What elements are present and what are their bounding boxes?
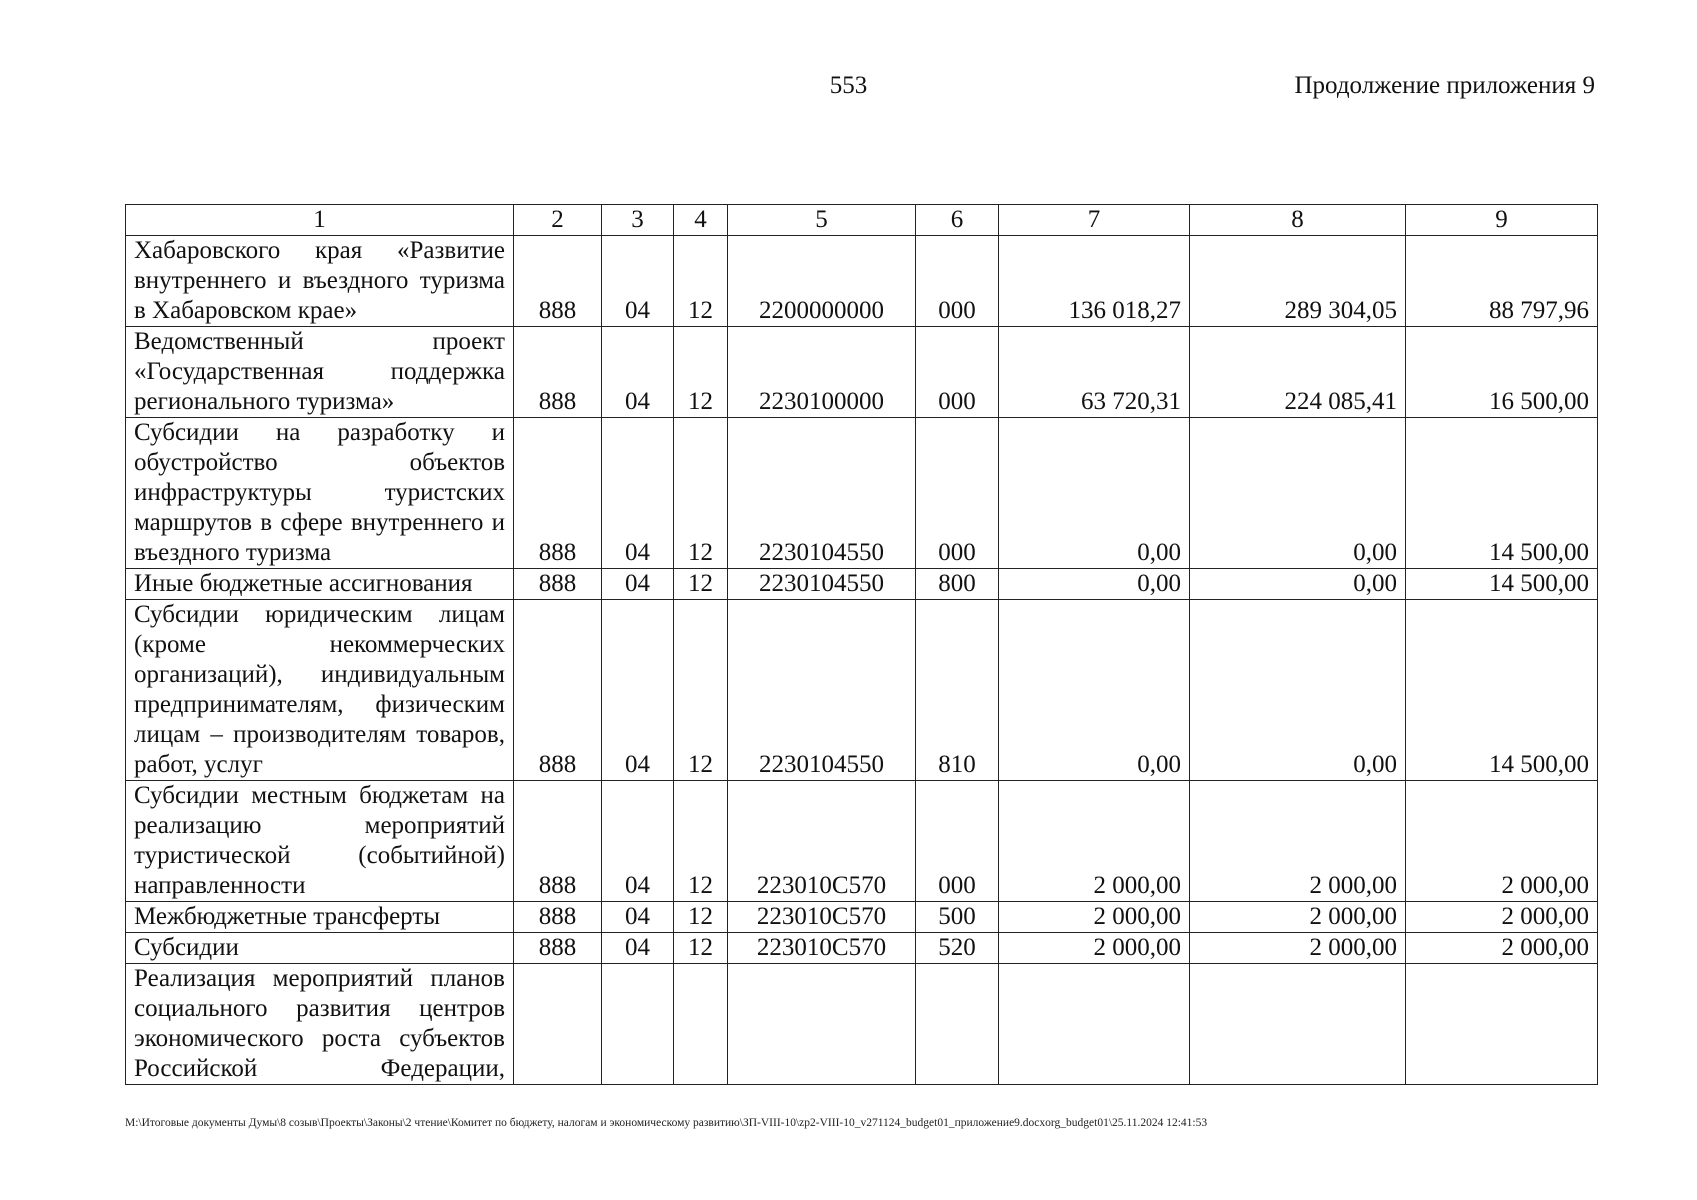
- col-header-4: 4: [674, 205, 728, 236]
- cell-c3: [602, 964, 674, 1085]
- cell-c2: 888: [514, 902, 602, 933]
- cell-c5: [728, 964, 916, 1085]
- cell-c5: 223010С570: [728, 933, 916, 964]
- row-name: Ведомственный проект «Государственная поддержка регионального туризма»: [126, 327, 514, 418]
- cell-c3: 04: [602, 418, 674, 569]
- cell-c5: 2230104550: [728, 569, 916, 600]
- page-number: 553: [829, 72, 868, 99]
- cell-c8: [1190, 964, 1406, 1085]
- row-name: Субсидии местным бюджетам на реализацию мероприятий туристической (событийной) направленности: [126, 781, 514, 902]
- col-header-1: 1: [126, 205, 514, 236]
- cell-c8: 289 304,05: [1190, 236, 1406, 327]
- table-row: [126, 418, 1598, 569]
- cell-c9: 14 500,00: [1406, 418, 1598, 569]
- cell-c7: [999, 964, 1190, 1085]
- col-header-6: 6: [916, 205, 999, 236]
- cell-c6: 000: [916, 327, 999, 418]
- cell-c4: [674, 964, 728, 1085]
- cell-c4: 12: [674, 902, 728, 933]
- cell-c9: 14 500,00: [1406, 569, 1598, 600]
- cell-c8: 0,00: [1190, 600, 1406, 781]
- cell-c9: 2 000,00: [1406, 902, 1598, 933]
- cell-c6: 000: [916, 781, 999, 902]
- col-header-9: 9: [1406, 205, 1598, 236]
- cell-c9: 88 797,96: [1406, 236, 1598, 327]
- table-row: [126, 600, 1598, 781]
- cell-c2: 888: [514, 781, 602, 902]
- cell-c2: [514, 964, 602, 1085]
- col-header-2: 2: [514, 205, 602, 236]
- cell-c9: 2 000,00: [1406, 781, 1598, 902]
- row-name: Реализация мероприятий планов социального развития центров экономического роста субъектов Российской Федерации,: [126, 964, 514, 1085]
- row-name: Хабаровского края «Развитие внутреннего и въездного туризма в Хабаровском крае»: [126, 236, 514, 327]
- cell-c3: 04: [602, 933, 674, 964]
- cell-c5: 2230104550: [728, 600, 916, 781]
- cell-c6: 500: [916, 902, 999, 933]
- cell-c8: 0,00: [1190, 418, 1406, 569]
- budget-table: [125, 204, 1598, 1085]
- cell-c3: 04: [602, 327, 674, 418]
- col-header-7: 7: [999, 205, 1190, 236]
- table-row: [126, 327, 1598, 418]
- col-header-3: 3: [602, 205, 674, 236]
- cell-c3: 04: [602, 236, 674, 327]
- cell-c4: 12: [674, 236, 728, 327]
- cell-c4: 12: [674, 418, 728, 569]
- cell-c2: 888: [514, 418, 602, 569]
- col-header-8: 8: [1190, 205, 1406, 236]
- cell-c7: 136 018,27: [999, 236, 1190, 327]
- row-name: Иные бюджетные ассигнования: [126, 569, 514, 600]
- cell-c9: 14 500,00: [1406, 600, 1598, 781]
- cell-c5: 2230104550: [728, 418, 916, 569]
- cell-c2: 888: [514, 600, 602, 781]
- cell-c5: 223010С570: [728, 781, 916, 902]
- cell-c2: 888: [514, 236, 602, 327]
- cell-c9: [1406, 964, 1598, 1085]
- cell-c5: 2200000000: [728, 236, 916, 327]
- cell-c5: 2230100000: [728, 327, 916, 418]
- cell-c7: 2 000,00: [999, 933, 1190, 964]
- cell-c4: 12: [674, 933, 728, 964]
- cell-c2: 888: [514, 933, 602, 964]
- row-name: Субсидии юридическим лицам (кроме некоммерческих организаций), индивидуальным предпринимателям, физическим лицам – производителям товаров, работ, услуг: [126, 600, 514, 781]
- appendix-continuation-title: Продолжение приложения 9: [1294, 72, 1595, 99]
- cell-c6: [916, 964, 999, 1085]
- cell-c2: 888: [514, 569, 602, 600]
- cell-c8: 2 000,00: [1190, 781, 1406, 902]
- table-row: [126, 236, 1598, 327]
- cell-c6: 520: [916, 933, 999, 964]
- cell-c4: 12: [674, 569, 728, 600]
- cell-c7: 63 720,31: [999, 327, 1190, 418]
- cell-c7: 2 000,00: [999, 781, 1190, 902]
- cell-c5: 223010С570: [728, 902, 916, 933]
- cell-c7: 0,00: [999, 600, 1190, 781]
- cell-c2: 888: [514, 327, 602, 418]
- cell-c3: 04: [602, 781, 674, 902]
- cell-c6: 000: [916, 418, 999, 569]
- table-row: [126, 781, 1598, 902]
- row-name: Субсидии: [126, 933, 514, 964]
- cell-c6: 810: [916, 600, 999, 781]
- cell-c8: 2 000,00: [1190, 933, 1406, 964]
- table-row: [126, 933, 1598, 964]
- cell-c9: 16 500,00: [1406, 327, 1598, 418]
- cell-c4: 12: [674, 781, 728, 902]
- cell-c8: 2 000,00: [1190, 902, 1406, 933]
- table-row: [126, 569, 1598, 600]
- table-row: [126, 902, 1598, 933]
- cell-c3: 04: [602, 600, 674, 781]
- cell-c7: 0,00: [999, 418, 1190, 569]
- row-name: Субсидии на разработку и обустройство объектов инфраструктуры туристских маршрутов в сфере внутреннего и въездного туризма: [126, 418, 514, 569]
- cell-c6: 000: [916, 236, 999, 327]
- cell-c7: 2 000,00: [999, 902, 1190, 933]
- document-file-path: M:\Итоговые документы Думы\8 созыв\Проекты\Законы\2 чтение\Комитет по бюджету, налогам и экономическому развитию\ЗП-VIII-10\zp2-VIII-10_v271124_budget01_приложение9.docxorg_budget01\25.11.2024 12:41:53: [125, 1117, 1208, 1129]
- cell-c4: 12: [674, 600, 728, 781]
- row-name: Межбюджетные трансферты: [126, 902, 514, 933]
- cell-c4: 12: [674, 327, 728, 418]
- cell-c8: 0,00: [1190, 569, 1406, 600]
- table-row: [126, 964, 1598, 1085]
- column-number-row: [126, 205, 1598, 236]
- cell-c3: 04: [602, 569, 674, 600]
- cell-c8: 224 085,41: [1190, 327, 1406, 418]
- cell-c9: 2 000,00: [1406, 933, 1598, 964]
- cell-c3: 04: [602, 902, 674, 933]
- col-header-5: 5: [728, 205, 916, 236]
- cell-c7: 0,00: [999, 569, 1190, 600]
- cell-c6: 800: [916, 569, 999, 600]
